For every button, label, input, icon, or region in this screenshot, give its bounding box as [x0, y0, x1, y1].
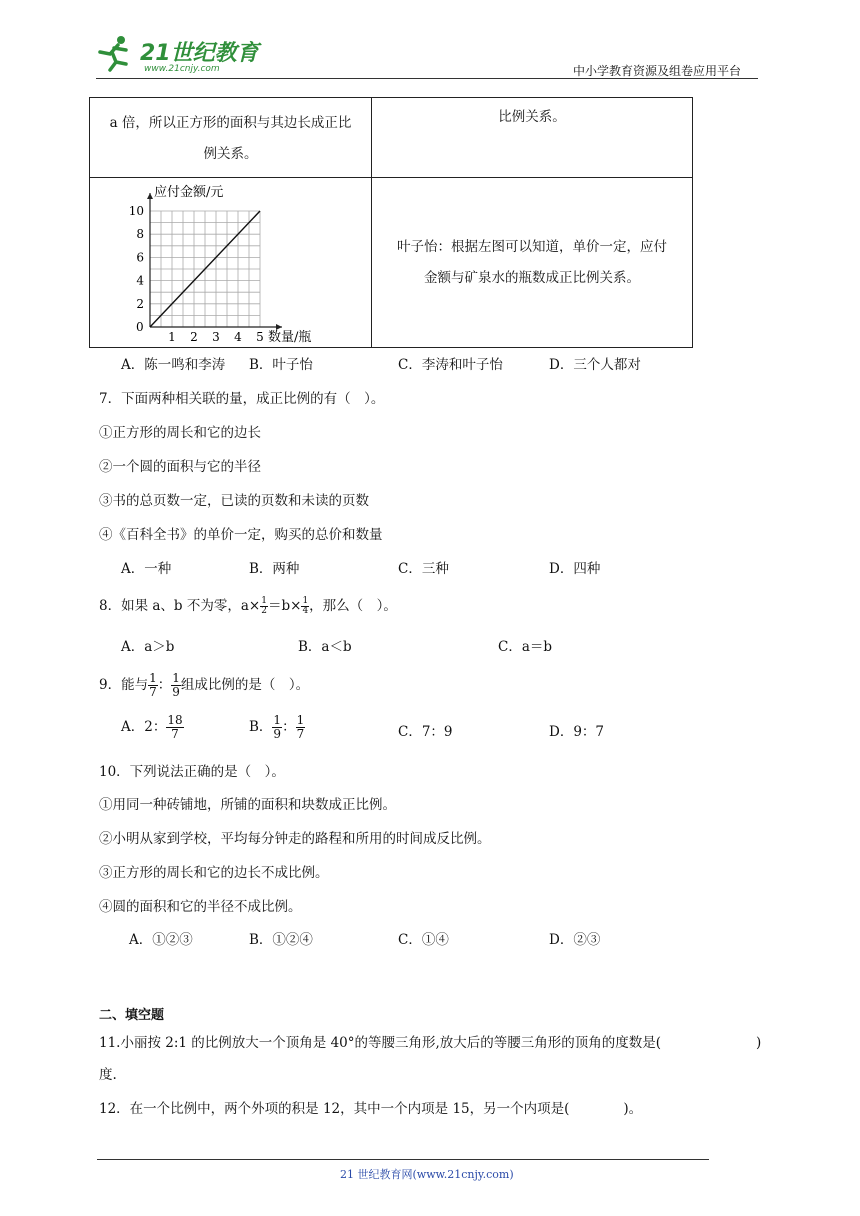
choice-d[interactable]: D．②③: [549, 932, 601, 948]
y-tick-label: 10: [128, 204, 144, 218]
x-tick-label: 2: [190, 330, 198, 344]
q8-stem: 8．如果 a、b 不为零，a× $\frac{1}{2}$ ＝b× $\frac{1}{4}$ ，那么（ ）。: [99, 596, 397, 616]
fraction: $\frac{1}{4}$: [302, 596, 309, 616]
choice-c[interactable]: C．三种: [398, 561, 449, 577]
x-tick-label: 4: [234, 330, 242, 344]
choice-d[interactable]: D．四种: [549, 561, 601, 577]
footer-text: 21 世纪教育网(www.21cnjy.com): [340, 1168, 514, 1181]
y-tick-label: 2: [136, 296, 144, 311]
x-tick-label: 5: [256, 330, 264, 344]
x-tick-label: 3: [212, 330, 220, 344]
section-title: 二、填空题: [99, 1008, 165, 1023]
choice-b[interactable]: B．两种: [249, 561, 300, 577]
fraction: $\frac{1}{2}$: [261, 596, 267, 616]
q10-item-3: ③正方形的周长和它的边长不成比例。: [99, 865, 329, 881]
choice-d[interactable]: D．9：7: [549, 724, 605, 740]
q11-line2: 度.: [99, 1067, 117, 1083]
choice-a[interactable]: A．陈一鸣和李涛: [121, 357, 226, 373]
table-cell: [372, 178, 693, 348]
fraction: $\frac{1}{9}$: [273, 713, 282, 741]
choice-b[interactable]: B．叶子怡: [249, 357, 313, 373]
runner-logo-icon: [96, 34, 134, 74]
q11-line1: 11.小丽按 2:1 的比例放大一个顶角是 40°的等腰三角形,放大后的等腰三角形的顶角的度数是(: [99, 1035, 662, 1051]
choice-a[interactable]: A．①②③: [129, 932, 193, 948]
fraction: $\frac{18}{7}$: [167, 713, 183, 741]
fraction: $\frac{1}{9}$: [172, 671, 180, 699]
choice-a[interactable]: A．一种: [121, 561, 172, 577]
q10-item-2: ②小明从家到学校，平均每分钟走的路程和所用的时间成反比例。: [99, 831, 491, 847]
y-tick-label: 8: [136, 227, 144, 242]
y-tick-label: 4: [136, 273, 144, 288]
choice-b[interactable]: B． $\frac{1}{9}$ ： $\frac{1}{7}$: [249, 713, 305, 741]
q10-item-1: ①用同一种砖铺地，所铺的面积和块数成正比例。: [99, 797, 396, 813]
row1-right: 比例关系。: [498, 109, 566, 125]
q10-item-4: ④圆的面积和它的半径不成比例。: [99, 899, 302, 915]
footer-divider: [97, 1159, 709, 1160]
header-platform-text: 中小学教育资源及组卷应用平台: [573, 64, 742, 78]
q9-stem: 9．能与 $\frac{1}{7}$ ： $\frac{1}{9}$ 组成比例的是（ ）。: [99, 671, 310, 699]
row1-left-line1: a 倍，所以正方形的面积与其边长成正比: [109, 114, 352, 131]
row1-left-line2: 例关系。: [203, 145, 258, 162]
answer-table: [89, 97, 693, 348]
logo-url: www.21cnjy.com: [144, 64, 220, 74]
header-divider: [96, 78, 758, 79]
q7-item-2: ②一个圆的面积与它的半径: [99, 459, 261, 475]
table-cell: [372, 98, 693, 178]
q11-close-paren: ): [756, 1035, 762, 1051]
table-row: [90, 178, 693, 348]
y-tick-label: 6: [136, 250, 144, 265]
y-axis-label: 应付金额/元: [154, 185, 224, 200]
logo-text: 21世纪教育: [140, 41, 259, 66]
row2-right-line2: 金额与矿泉水的瓶数成正比例关系。: [424, 269, 640, 286]
x-tick-label: 1: [168, 330, 176, 344]
choice-c[interactable]: C．李涛和叶子怡: [398, 357, 503, 373]
price-quantity-chart: [90, 178, 371, 347]
choice-a[interactable]: A．2： $\frac{18}{7}$: [121, 713, 183, 741]
choice-c[interactable]: C．a＝b: [498, 639, 553, 655]
choice-b[interactable]: B．①②④: [249, 932, 313, 948]
choice-b[interactable]: B．a＜b: [298, 639, 352, 655]
table-cell: [90, 98, 372, 178]
table-cell: [90, 178, 372, 348]
choice-a[interactable]: A．a＞b: [121, 639, 175, 655]
choice-c[interactable]: C．7：9: [398, 724, 453, 740]
x-axis-label: 数量/瓶: [268, 330, 312, 345]
q7-item-3: ③书的总页数一定，已读的页数和未读的页数: [99, 493, 369, 509]
row2-right-line1: 叶子怡：根据左图可以知道，单价一定，应付: [397, 238, 667, 255]
origin-label: 0: [136, 320, 144, 334]
fraction: $\frac{1}{7}$: [296, 713, 305, 741]
fraction: $\frac{1}{7}$: [149, 671, 157, 699]
table-row: [90, 98, 693, 178]
y-axis-arrow: [147, 193, 153, 199]
q7-item-4: ④《百科全书》的单价一定，购买的总价和数量: [99, 527, 383, 543]
choice-c[interactable]: C．①④: [398, 932, 449, 948]
choice-d[interactable]: D．三个人都对: [549, 357, 641, 373]
q7-stem: 7．下面两种相关联的量，成正比例的有（ ）。: [99, 391, 385, 407]
q10-stem: 10．下列说法正确的是（ ）。: [99, 764, 285, 780]
q12: 12．在一个比例中，两个外项的积是 12，其中一个内项是 15，另一个内项是( )。: [99, 1101, 643, 1117]
q7-item-1: ①正方形的周长和它的边长: [99, 425, 261, 441]
